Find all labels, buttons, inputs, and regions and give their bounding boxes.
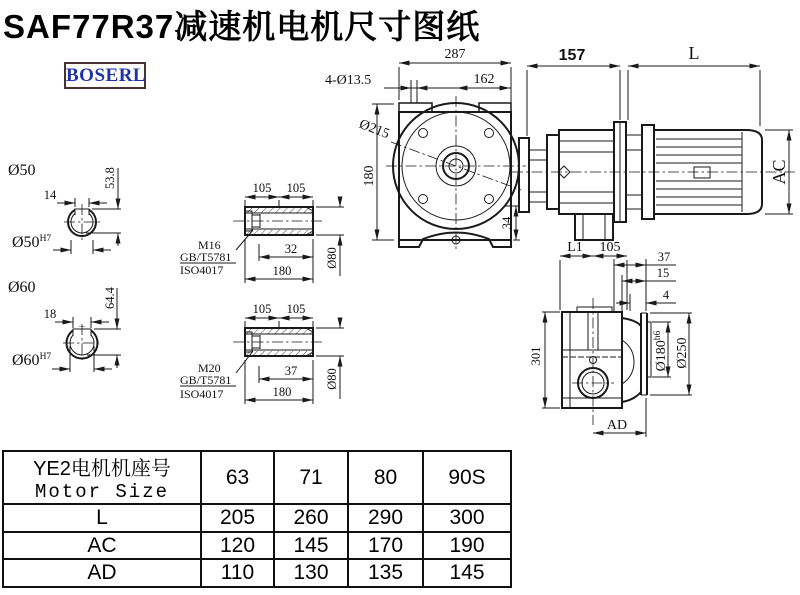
dim-AC: AC — [769, 159, 789, 185]
table-cell: 135 — [348, 559, 423, 587]
brand-logo: BOSERL — [64, 62, 146, 89]
table-row-AD — [3, 559, 511, 587]
dim-37-output: 37 — [657, 250, 671, 264]
dim-dia180: $Ø180^{h6}$ — [653, 330, 669, 372]
motor-size-header-en: Motor Size — [34, 481, 170, 503]
std1-label-a: GB/T5781 — [180, 250, 232, 264]
output-view — [529, 214, 692, 437]
screw-label-b: M20 — [198, 361, 221, 375]
bolt-hole — [485, 129, 494, 138]
dim-64-4: 64.4 — [103, 287, 117, 309]
dim-301: 301 — [529, 346, 543, 366]
table-cell: 110 — [201, 559, 274, 587]
table-cell: 170 — [348, 532, 423, 559]
size-col-header: 80 — [348, 451, 423, 504]
dim-105-b-left: 105 — [252, 302, 272, 316]
hollow-shaft-section-b — [180, 302, 344, 404]
motor-size-header — [3, 451, 201, 504]
motor-size-table — [2, 450, 512, 588]
shaft-a-label: Ø50 — [8, 162, 36, 179]
hollow-shaft-section-a — [180, 181, 344, 283]
dim-4: 4 — [662, 288, 670, 302]
dim-15: 15 — [656, 266, 670, 280]
dim-dia250: Ø250 — [675, 337, 690, 369]
table-cell: 120 — [201, 532, 274, 559]
shaft-bore-a — [8, 162, 121, 254]
dim-14: 14 — [43, 188, 57, 202]
dim-dia80-a: Ø80 — [325, 247, 339, 269]
row-label: AD — [3, 559, 201, 587]
shaft-a-bore-label: $Ø50^{H7}$ — [12, 234, 52, 251]
dim-180-front: 180 — [362, 165, 377, 187]
dim-34: 34 — [500, 216, 514, 230]
screw-label-a: M16 — [198, 238, 221, 252]
std1-label-b: GB/T5781 — [180, 373, 232, 387]
table-header-row — [3, 451, 511, 504]
table-cell: 205 — [201, 504, 274, 532]
dim-157: 157 — [558, 47, 586, 64]
page-title: SAF77R37减速机电机尺寸图纸 — [3, 8, 481, 45]
bolt-hole — [419, 129, 428, 138]
dim-AD: AD — [606, 418, 628, 433]
dim-287: 287 — [444, 47, 466, 62]
dim-180-a: 180 — [272, 264, 292, 278]
size-col-header: 63 — [201, 451, 274, 504]
row-label: AC — [3, 532, 201, 559]
bolt-hole — [485, 195, 494, 204]
size-col-header: 90S — [423, 451, 511, 504]
table-row-AC — [3, 532, 511, 559]
table-cell: 130 — [274, 559, 348, 587]
shaft-bore-b — [8, 279, 121, 372]
shaft-b-bore-label: $Ø60^{H7}$ — [12, 352, 52, 369]
dim-180-b: 180 — [272, 385, 292, 399]
side-view — [512, 43, 795, 222]
dim-32: 32 — [284, 242, 298, 256]
dim-53-8: 53.8 — [103, 167, 117, 189]
front-view — [325, 47, 526, 252]
dim-105-a-left: 105 — [252, 181, 272, 195]
size-col-header: 71 — [274, 451, 348, 504]
table-row-L — [3, 504, 511, 532]
table-cell: 260 — [274, 504, 348, 532]
dim-105-a-right: 105 — [286, 181, 306, 195]
dim-162: 162 — [473, 72, 495, 87]
table-cell: 190 — [423, 532, 511, 559]
table-cell: 145 — [423, 559, 511, 587]
dim-bolt-holes: 4-Ø13.5 — [325, 73, 372, 88]
std2-label-b: ISO4017 — [180, 387, 224, 401]
dim-L1: L1 — [567, 240, 583, 255]
dim-105-b-right: 105 — [286, 302, 306, 316]
row-label: L — [3, 504, 201, 532]
shaft-b-label: Ø60 — [8, 279, 36, 296]
table-cell: 145 — [274, 532, 348, 559]
table-cell: 300 — [423, 504, 511, 532]
motor-size-header-cn: YE2电机机座号 — [33, 458, 171, 480]
dim-37-b: 37 — [284, 364, 298, 378]
table-cell: 290 — [348, 504, 423, 532]
bolt-hole — [419, 195, 428, 204]
dim-L: L — [688, 43, 700, 63]
dim-18: 18 — [43, 307, 57, 321]
std2-label-a: ISO4017 — [180, 263, 224, 277]
dim-105-output: 105 — [599, 240, 621, 255]
dim-flange-dia: Ø215 — [356, 116, 392, 143]
dim-dia80-b: Ø80 — [325, 368, 339, 390]
